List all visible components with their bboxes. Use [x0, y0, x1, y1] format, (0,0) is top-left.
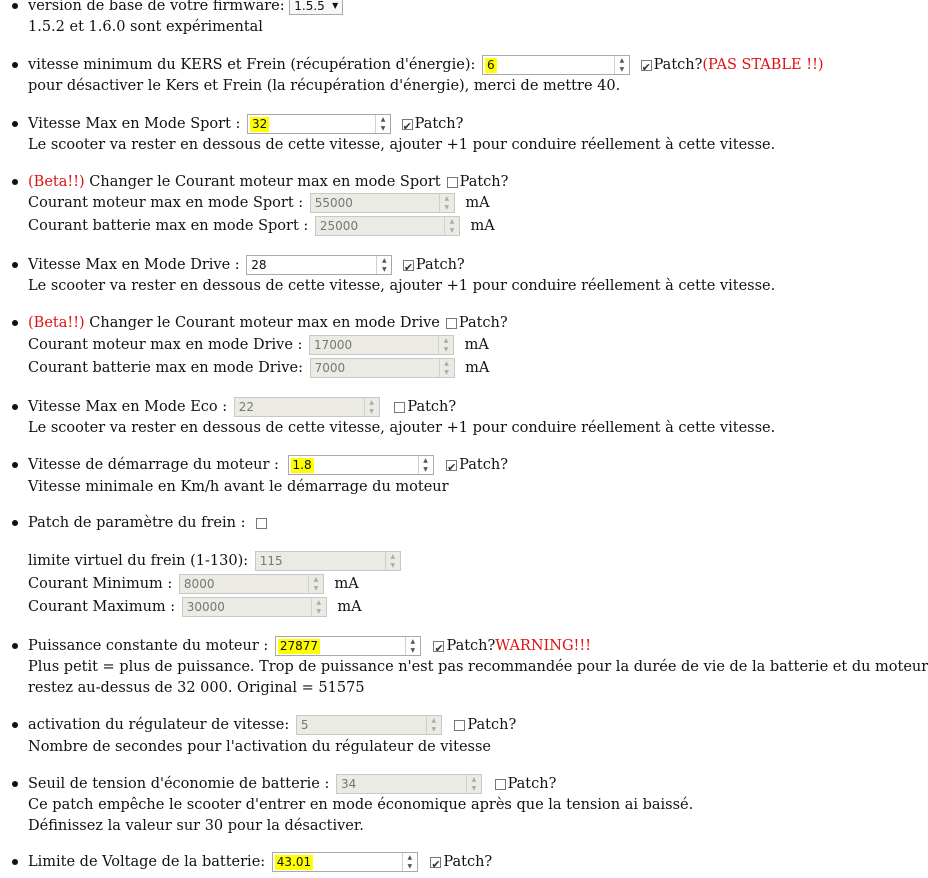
- unit-label: mA: [470, 218, 495, 234]
- bullet: [12, 462, 18, 468]
- drive-motor-current-label: Courant moteur max en mode Drive :: [28, 337, 303, 353]
- spinner-arrows-icon[interactable]: ▲ ▼: [376, 256, 391, 274]
- unit-label: mA: [464, 337, 489, 353]
- spinner-arrows-icon[interactable]: ▲ ▼: [405, 637, 420, 655]
- chevron-down-icon: ▼: [332, 1, 339, 10]
- drive-speed-input[interactable]: 28 ▲ ▼: [246, 255, 392, 275]
- unit-label: mA: [334, 576, 359, 592]
- eco-speed-note: Le scooter va rester en dessous de cette vitesse, ajouter +1 pour conduire réellement à cette vitesse.: [28, 420, 776, 436]
- cruise-input[interactable]: 5 ▲ ▼: [296, 715, 442, 735]
- spinner-arrows-icon[interactable]: ▲ ▼: [444, 217, 459, 235]
- cruise-note: Nombre de secondes pour l'activation du régulateur de vitesse: [28, 739, 491, 755]
- power-patch-label: Patch?: [446, 638, 496, 654]
- eco-voltage-patch-checkbox[interactable]: [495, 779, 506, 790]
- drive-motor-current-input[interactable]: 17000 ▲ ▼: [309, 335, 454, 355]
- brake-virtual-label: limite virtuel du frein (1-130):: [28, 553, 249, 569]
- sport-speed-patch-label: Patch?: [414, 116, 464, 132]
- spinner-arrows-icon[interactable]: ▲ ▼: [364, 398, 379, 416]
- brake-max-input[interactable]: 30000 ▲ ▼: [182, 597, 327, 617]
- unit-label: mA: [337, 599, 362, 615]
- sport-speed-patch-checkbox[interactable]: [402, 119, 413, 130]
- sport-current-label: Changer le Courant moteur max en mode Sport: [89, 174, 441, 190]
- spinner-arrows-icon[interactable]: ▲ ▼: [439, 194, 454, 212]
- brake-max-label: Courant Maximum :: [28, 599, 176, 615]
- drive-speed-patch-label: Patch?: [415, 257, 465, 273]
- spinner-arrows-icon[interactable]: ▲ ▼: [402, 853, 417, 871]
- sport-speed-note: Le scooter va rester en dessous de cette vitesse, ajouter +1 pour conduire réellement à cette vitesse.: [28, 137, 776, 153]
- eco-speed-patch-label: Patch?: [407, 399, 457, 415]
- brake-min-label: Courant Minimum :: [28, 576, 173, 592]
- unit-label: mA: [465, 195, 490, 211]
- beta-tag: (Beta!!): [28, 315, 85, 331]
- kers-patch-checkbox[interactable]: [641, 60, 652, 71]
- brake-label: Patch de paramètre du frein :: [28, 515, 246, 531]
- power-warning: WARNING!!!: [495, 638, 592, 654]
- cruise-patch-checkbox[interactable]: [454, 720, 465, 731]
- power-label: Puissance constante du moteur :: [28, 638, 269, 654]
- bullet: [12, 62, 18, 68]
- eco-voltage-note-1: Ce patch empêche le scooter d'entrer en mode économique après que la tension ai baissé.: [28, 797, 694, 813]
- firmware-label: version de base de votre firmware:: [28, 0, 285, 14]
- spinner-arrows-icon[interactable]: ▲ ▼: [375, 115, 390, 133]
- spinner-arrows-icon[interactable]: ▲ ▼: [614, 56, 629, 74]
- firmware-select[interactable]: 1.5.5 ▼: [289, 0, 343, 15]
- drive-speed-note: Le scooter va rester en dessous de cette vitesse, ajouter +1 pour conduire réellement à cette vitesse.: [28, 278, 776, 294]
- bullet: [12, 320, 18, 326]
- eco-voltage-note-2: Définissez la valeur sur 30 pour la désactiver.: [28, 818, 364, 834]
- spinner-arrows-icon[interactable]: ▲ ▼: [385, 552, 400, 570]
- eco-voltage-patch-label: Patch?: [507, 776, 557, 792]
- sport-battery-current-input[interactable]: 25000 ▲ ▼: [315, 216, 460, 236]
- start-speed-input[interactable]: 1.8 ▲ ▼: [288, 455, 434, 475]
- bullet: [12, 859, 18, 865]
- bullet: [12, 262, 18, 268]
- bullet: [12, 520, 18, 526]
- spinner-arrows-icon[interactable]: ▲ ▼: [426, 716, 441, 734]
- kers-label: vitesse minimum du KERS et Frein (récupération d'énergie):: [28, 57, 476, 73]
- bullet: [12, 643, 18, 649]
- brake-min-input[interactable]: 8000 ▲ ▼: [179, 574, 324, 594]
- kers-input[interactable]: 6 ▲ ▼: [482, 55, 630, 75]
- drive-speed-patch-checkbox[interactable]: [403, 260, 414, 271]
- kers-warning: (PAS STABLE !!): [702, 57, 824, 73]
- spinner-arrows-icon[interactable]: ▲ ▼: [439, 359, 454, 377]
- power-patch-checkbox[interactable]: [433, 641, 444, 652]
- battery-voltage-patch-checkbox[interactable]: [430, 857, 441, 868]
- kers-note: pour désactiver le Kers et Frein (la récupération d'énergie), merci de mettre 40.: [28, 78, 621, 94]
- cruise-patch-label: Patch?: [467, 717, 517, 733]
- bullet: [12, 722, 18, 728]
- spinner-arrows-icon[interactable]: ▲ ▼: [311, 598, 326, 616]
- start-speed-patch-checkbox[interactable]: [446, 460, 457, 471]
- bullet: [12, 179, 18, 185]
- start-speed-note: Vitesse minimale en Km/h avant le démarrage du moteur: [28, 479, 449, 495]
- drive-battery-current-label: Courant batterie max en mode Drive:: [28, 360, 303, 376]
- drive-speed-label: Vitesse Max en Mode Drive :: [28, 257, 240, 273]
- firmware-note: 1.5.2 et 1.6.0 sont expérimental: [28, 19, 263, 35]
- sport-motor-current-input[interactable]: 55000 ▲ ▼: [310, 193, 455, 213]
- start-speed-patch-label: Patch?: [459, 457, 508, 473]
- battery-voltage-patch-label: Patch?: [443, 854, 493, 870]
- eco-speed-label: Vitesse Max en Mode Eco :: [28, 399, 228, 415]
- power-input[interactable]: 27877 ▲ ▼: [275, 636, 421, 656]
- eco-voltage-input[interactable]: 34 ▲ ▼: [336, 774, 482, 794]
- spinner-arrows-icon[interactable]: ▲ ▼: [466, 775, 481, 793]
- brake-virtual-input[interactable]: 115 ▲ ▼: [255, 551, 401, 571]
- drive-current-label: Changer le Courant moteur max en mode Drive: [89, 315, 440, 331]
- power-note-1: Plus petit = plus de puissance. Trop de puissance n'est pas recommandée pour la durée de vie de la batterie et du moteur: [28, 659, 928, 675]
- start-speed-label: Vitesse de démarrage du moteur :: [28, 457, 279, 473]
- sport-speed-label: Vitesse Max en Mode Sport :: [28, 116, 241, 132]
- bullet: [12, 3, 18, 9]
- unit-label: mA: [465, 360, 490, 376]
- sport-current-patch-label: Patch?: [459, 174, 509, 190]
- bullet: [12, 781, 18, 787]
- cruise-label: activation du régulateur de vitesse:: [28, 717, 290, 733]
- sport-speed-input[interactable]: 32 ▲ ▼: [247, 114, 391, 134]
- spinner-arrows-icon[interactable]: ▲ ▼: [418, 456, 433, 474]
- eco-speed-input[interactable]: 22 ▲ ▼: [234, 397, 380, 417]
- bullet: [12, 121, 18, 127]
- sport-motor-current-label: Courant moteur max en mode Sport :: [28, 195, 304, 211]
- drive-current-patch-label: Patch?: [458, 315, 508, 331]
- sport-battery-current-label: Courant batterie max en mode Sport :: [28, 218, 309, 234]
- battery-voltage-input[interactable]: 43.01 ▲ ▼: [272, 852, 418, 872]
- brake-patch-checkbox[interactable]: [256, 518, 267, 529]
- sport-current-patch-checkbox[interactable]: [447, 177, 458, 188]
- eco-speed-patch-checkbox[interactable]: [394, 402, 405, 413]
- drive-current-patch-checkbox[interactable]: [446, 318, 457, 329]
- spinner-arrows-icon[interactable]: ▲ ▼: [438, 336, 453, 354]
- spinner-arrows-icon[interactable]: ▲ ▼: [308, 575, 323, 593]
- beta-tag: (Beta!!): [28, 174, 85, 190]
- bullet: [12, 404, 18, 410]
- drive-battery-current-input[interactable]: 7000 ▲ ▼: [310, 358, 455, 378]
- battery-voltage-label: Limite de Voltage de la batterie:: [28, 854, 266, 870]
- eco-voltage-label: Seuil de tension d'économie de batterie :: [28, 776, 330, 792]
- kers-patch-label: Patch?: [653, 57, 703, 73]
- power-note-2: restez au-dessus de 32 000. Original = 51575: [28, 680, 365, 696]
